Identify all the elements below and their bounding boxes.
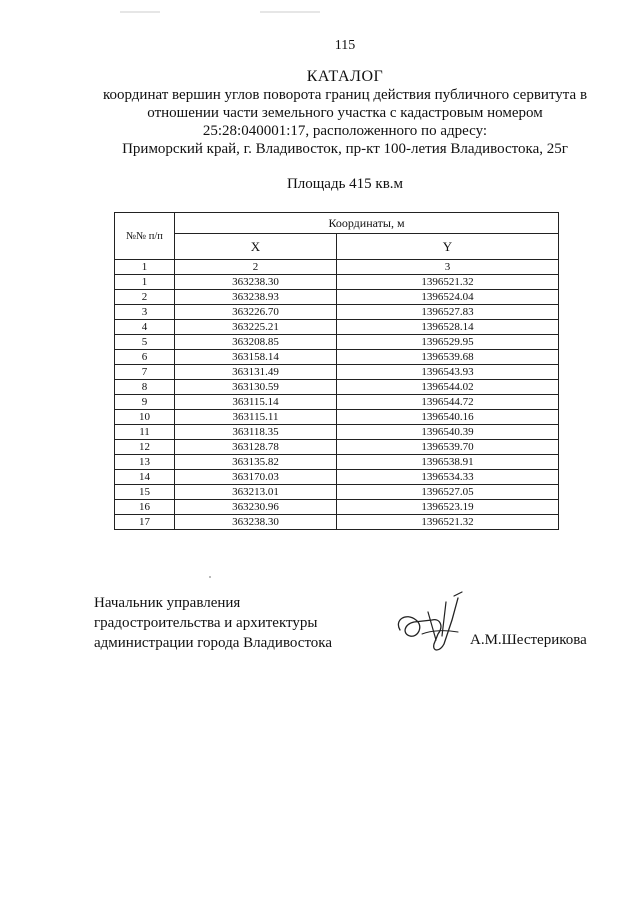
point-number-cell: 4 [115, 320, 175, 335]
x-coordinate-cell: 363135.82 [175, 455, 337, 470]
x-coordinate-cell: 363208.85 [175, 335, 337, 350]
index-cell: 1 [115, 260, 175, 275]
table-row [115, 275, 559, 290]
table-row [115, 425, 559, 440]
point-number-cell: 2 [115, 290, 175, 305]
y-coordinate-cell: 1396544.72 [337, 395, 559, 410]
y-coordinate-cell: 1396543.93 [337, 365, 559, 380]
signatory-position [94, 593, 332, 653]
x-coordinate-cell: 363213.01 [175, 485, 337, 500]
header-x: X [175, 234, 337, 260]
coordinates-table [114, 212, 559, 530]
point-number-cell: 5 [115, 335, 175, 350]
y-coordinate-cell: 1396528.14 [337, 320, 559, 335]
point-number-cell: 7 [115, 365, 175, 380]
x-coordinate-cell: 363230.96 [175, 500, 337, 515]
table-row [115, 305, 559, 320]
y-coordinate-cell: 1396527.83 [337, 305, 559, 320]
x-coordinate-cell: 363115.14 [175, 395, 337, 410]
table-row [115, 440, 559, 455]
point-number-cell: 17 [115, 515, 175, 530]
header-coordinates: Координаты, м [175, 213, 559, 234]
x-coordinate-cell: 363170.03 [175, 470, 337, 485]
y-coordinate-cell: 1396529.95 [337, 335, 559, 350]
table-row [115, 470, 559, 485]
scan-speck [209, 576, 211, 578]
page-number: 115 [334, 38, 356, 53]
point-number-cell: 11 [115, 425, 175, 440]
subtitle-line: 25:28:040001:17, расположенного по адресу: [202, 123, 488, 139]
x-coordinate-cell: 363158.14 [175, 350, 337, 365]
y-coordinate-cell: 1396544.02 [337, 380, 559, 395]
table-row [115, 320, 559, 335]
y-coordinate-cell: 1396540.16 [337, 410, 559, 425]
document-title: КАТАЛОГ [306, 68, 384, 85]
point-number-cell: 14 [115, 470, 175, 485]
point-number-cell: 3 [115, 305, 175, 320]
signatory-name: А.М.Шестерикова [470, 632, 587, 648]
index-cell: 2 [175, 260, 337, 275]
y-coordinate-cell: 1396521.32 [337, 515, 559, 530]
document-subtitle [80, 86, 610, 158]
y-coordinate-cell: 1396527.05 [337, 485, 559, 500]
position-line: администрации города Владивостока [94, 635, 333, 651]
y-coordinate-cell: 1396534.33 [337, 470, 559, 485]
y-coordinate-cell: 1396539.70 [337, 440, 559, 455]
table-row [115, 515, 559, 530]
x-coordinate-cell: 363130.59 [175, 380, 337, 395]
table-row [115, 290, 559, 305]
y-coordinate-cell: 1396521.32 [337, 275, 559, 290]
x-coordinate-cell: 363131.49 [175, 365, 337, 380]
subtitle-line: отношении части земельного участка с кадастровым номером [147, 105, 543, 121]
point-number-cell: 10 [115, 410, 175, 425]
x-coordinate-cell: 363238.30 [175, 275, 337, 290]
x-coordinate-cell: 363226.70 [175, 305, 337, 320]
table-row [115, 395, 559, 410]
index-row [115, 260, 559, 275]
y-coordinate-cell: 1396524.04 [337, 290, 559, 305]
x-coordinate-cell: 363118.35 [175, 425, 337, 440]
x-coordinate-cell: 363238.93 [175, 290, 337, 305]
x-coordinate-cell: 363225.21 [175, 320, 337, 335]
point-number-cell: 6 [115, 350, 175, 365]
position-line: Начальник управления [94, 595, 241, 611]
x-coordinate-cell: 363128.78 [175, 440, 337, 455]
y-coordinate-cell: 1396540.39 [337, 425, 559, 440]
table-row [115, 500, 559, 515]
y-coordinate-cell: 1396539.68 [337, 350, 559, 365]
table-row [115, 410, 559, 425]
table-row [115, 485, 559, 500]
x-coordinate-cell: 363238.30 [175, 515, 337, 530]
table-row [115, 350, 559, 365]
point-number-cell: 15 [115, 485, 175, 500]
y-coordinate-cell: 1396523.19 [337, 500, 559, 515]
index-cell: 3 [337, 260, 559, 275]
header-y: Y [337, 234, 559, 260]
point-number-cell: 8 [115, 380, 175, 395]
point-number-cell: 16 [115, 500, 175, 515]
subtitle-line: координат вершин углов поворота границ действия публичного сервитута в [102, 87, 588, 103]
point-number-cell: 1 [115, 275, 175, 290]
area-label: Площадь 415 кв.м [286, 176, 404, 192]
point-number-cell: 12 [115, 440, 175, 455]
table-row [115, 455, 559, 470]
point-number-cell: 13 [115, 455, 175, 470]
header-number: №№ п/п [115, 213, 175, 260]
y-coordinate-cell: 1396538.91 [337, 455, 559, 470]
table-row [115, 380, 559, 395]
handwritten-signature [392, 590, 470, 665]
x-coordinate-cell: 363115.11 [175, 410, 337, 425]
table-row [115, 335, 559, 350]
scan-edge-marks [100, 0, 400, 2]
subtitle-line: Приморский край, г. Владивосток, пр-кт 100-летия Владивостока, 25г [122, 141, 568, 157]
position-line: градостроительства и архитектуры [94, 615, 318, 631]
point-number-cell: 9 [115, 395, 175, 410]
table-row [115, 365, 559, 380]
